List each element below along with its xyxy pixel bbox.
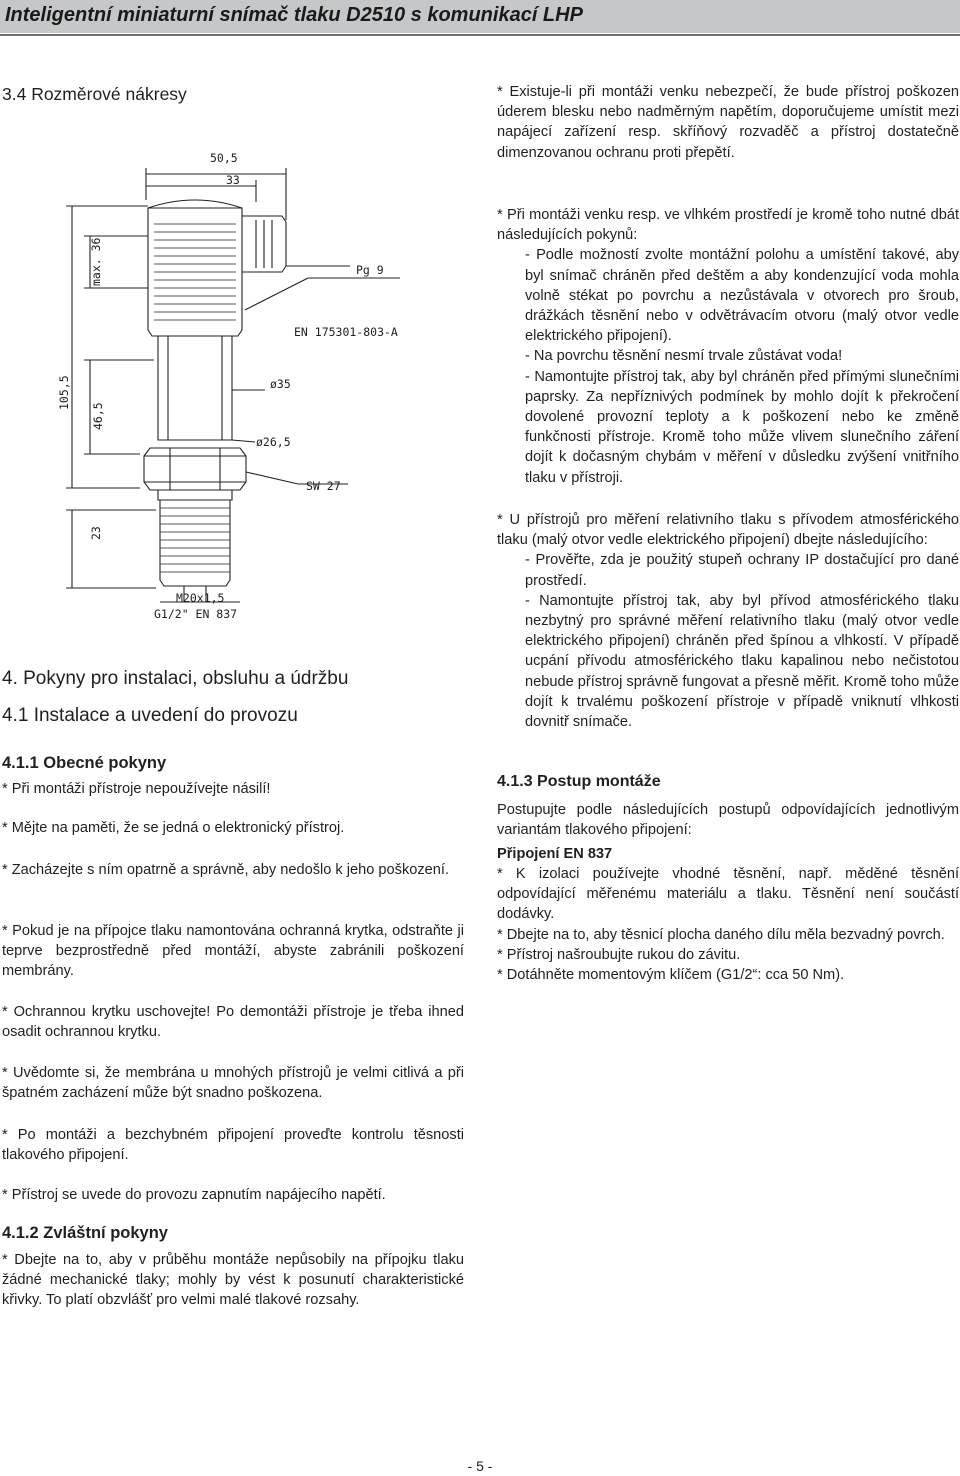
dim-pg9: Pg 9 <box>356 263 384 277</box>
general-item: * Pokud je na přípojce tlaku namontována ochranná krytka, odstraňte ji teprve bezprostředně před montáží, abyste zabránili poškození membrány. <box>2 923 464 980</box>
en837-step: * Přístroj našroubujte rukou do závitu. <box>497 946 741 963</box>
dim-en-connector: EN 175301-803-A <box>294 325 398 339</box>
dim-50-5: 50,5 <box>210 151 238 165</box>
dim-g12: G1/2" EN 837 <box>154 607 238 621</box>
en837-step: * K izolaci používejte vhodné těsnění, např. měděné těsnění odpovídající měřenému materiálu a tlaku. Těsnění není součástí dodávky. <box>497 866 959 923</box>
general-item: * Při montáži přístroje nepoužívejte násilí! <box>2 781 271 797</box>
dim-phi35: ø35 <box>270 377 291 391</box>
dim-33: 33 <box>226 173 240 187</box>
special-instructions: * Dbejte na to, aby v průběhu montáže nepůsobily na přípojku tlaku žádné mechanické tlaky; mohly by vést k posunutí charakteristické křivky. To platí obzvlášť pro velmi malé tlakové rozsahy. <box>2 1252 464 1309</box>
header-rule <box>0 34 960 36</box>
section-3-4-heading: 3.4 Rozměrové nákresy <box>2 84 187 104</box>
outdoor-mounting-block <box>497 205 959 488</box>
section-4-heading: 4. Pokyny pro instalaci, obsluhu a údržbu <box>2 668 349 689</box>
document-title: Inteligentní miniaturní snímač tlaku D2510 s komunikací LHP <box>5 4 583 26</box>
relative-item-ip: - Prověřte, zda je použitý stupeň ochrany IP dostačující pro dané prostředí. <box>525 552 959 589</box>
relative-pressure-block <box>497 510 959 732</box>
dim-max36: max. 36 <box>89 237 103 286</box>
en837-steps <box>497 864 959 985</box>
general-item: * Ochrannou krytku uschovejte! Po demontáži přístroje je třeba ihned osadit ochrannou krytku. <box>2 1004 464 1041</box>
section-4-1-1-heading: 4.1.1 Obecné pokyny <box>2 754 167 772</box>
relative-intro: * U přístrojů pro měření relativního tlaku s přívodem atmosférického tlaku (malý otvor vedle elektrického připojení) dbejte následujícího: <box>497 512 959 549</box>
dimension-drawing <box>50 140 470 640</box>
dim-105-5: 105,5 <box>57 375 71 410</box>
general-item: * Uvědomte si, že membrána u mnohých přístrojů je velmi citlivá a při špatném zacházení může být snadno poškozena. <box>2 1065 464 1102</box>
section-4-1-heading: 4.1 Instalace a uvedení do provozu <box>2 705 298 726</box>
page-number: - 5 - <box>467 1458 493 1474</box>
dim-phi26-5: ø26,5 <box>256 435 291 449</box>
header-bar <box>0 0 960 33</box>
outdoor-item-water: - Na povrchu těsnění nesmí trvale zůstávat voda! <box>525 348 843 365</box>
general-item: * Zacházejte s ním opatrně a správně, aby nedošlo k jeho poškození. <box>2 862 449 878</box>
section-4-1-2-heading: 4.1.2 Zvláštní pokyny <box>2 1224 168 1242</box>
outdoor-item-sun: - Namontujte přístroj tak, aby byl chráněn před přímými slunečními paprsky. Za nepříznivých podmínek by mohlo dojít k překročení dovolené provozní teploty a k poškození nebo ke změně funkčnosti přístroje. Kromě toho může vlivem slunečního záření dojít k dočasným chybám v měření v důsledku zvýšení vnitřního tlaku v přístroji. <box>525 368 959 486</box>
en837-step: * Dotáhněte momentovým klíčem (G1/2“: cca 50 Nm). <box>497 967 845 984</box>
dim-sw27: SW 27 <box>306 479 341 493</box>
dim-46-5: 46,5 <box>91 402 105 430</box>
dim-23: 23 <box>89 526 103 540</box>
connection-en837-title: Připojení EN 837 <box>497 846 613 862</box>
general-item: * Mějte na paměti, že se jedná o elektronický přístroj. <box>2 820 345 836</box>
outdoor-item-position: - Podle možností zvolte montážní polohu a umístění takové, aby byl snímač chráněn před deštěm a aby kondenzující voda mohla volně stékat po povrchu a nezůstávala v otvorech pro šroub, drážkách těsnění nebo v odvětrávacím otvoru (malý otvor vedle elektrického připojení). <box>525 247 959 345</box>
dim-m20: M20x1,5 <box>176 591 225 605</box>
general-item: * Po montáži a bezchybném připojení proveďte kontrolu těsnosti tlakového připojení. <box>2 1127 464 1164</box>
en837-step: * Dbejte na to, aby těsnicí plocha daného dílu měla bezvadný povrch. <box>497 926 945 943</box>
paragraph-lightning: * Existuje-li při montáži venku nebezpečí, že bude přístroj poškozen úderem blesku nebo nadměrným napětím, doporučujeme umístit mezi napájecí zařízení resp. skříňový rozvaděč a přístroj dostatečně dimenzovanou ochranu proti přepětí. <box>497 84 959 161</box>
outdoor-intro: * Při montáži venku resp. ve vlhkém prostředí je kromě toho nutné dbát následujících pokynů: <box>497 207 959 244</box>
general-item: * Přístroj se uvede do provozu zapnutím napájecího napětí. <box>2 1187 386 1203</box>
mounting-procedure-intro: Postupujte podle následujících postupů odpovídajících jednotlivým variantám tlakového připojení: <box>497 802 959 839</box>
section-4-1-3-heading: 4.1.3 Postup montáže <box>497 773 661 790</box>
relative-item-inlet: - Namontujte přístroj tak, aby byl přívod atmosférického tlaku nezbytný pro správné měření relativního tlaku (malý otvor vedle elektrického připojení) chráněn před špínou a vlhkostí. V případě ucpání přívodu atmosférického tlaku kapalinou nebo nečistotou nebude přístroj správně fungovat a přesně měřit. Kromě toho může dojít k trvalému poškození přístroje v případě vniknutí vlhkosti dovnitř snímače. <box>525 592 959 731</box>
